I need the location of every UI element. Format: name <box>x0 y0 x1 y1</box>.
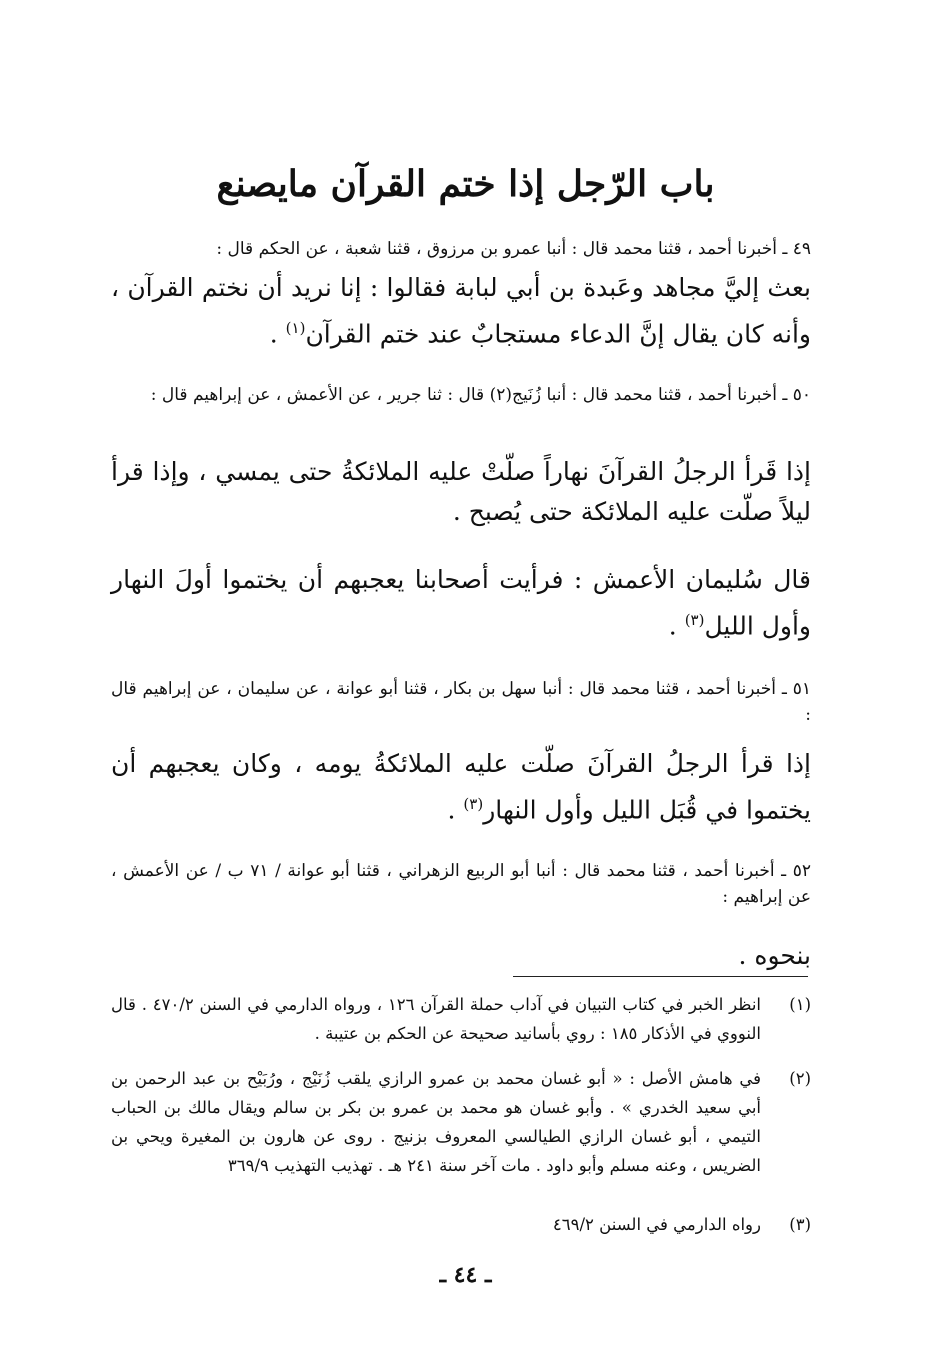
footnote-2 <box>111 1064 811 1180</box>
footnote-ref-1: (١) <box>285 319 306 337</box>
footnote-3 <box>111 1210 811 1239</box>
entry-50-text: إذا قَرأ الرجلُ القرآنَ نهاراً صلّتْ عليه الملائكةُ حتى يمسي ، وإذا قرأ ليلاً صلّت عليه الملائكة حتى يُصبح . <box>111 457 811 526</box>
footnote-1 <box>111 990 811 1048</box>
footnote-2-mark: (٢) <box>789 1069 811 1088</box>
entry-49-text <box>111 268 811 354</box>
entry-50-isnad: ٥٠ ـ أخبرنا أحمد ، قثنا محمد قال : أنبا زُنَيج(٢) قال : ثنا جرير ، عن الأعمش ، عن إبراهيم قال : <box>150 385 811 405</box>
entry-49-body: بعث إليَّ مجاهد وعَبدة بن أبي لبابة فقالوا : إنا نريد أن نختم القرآن ، وأنه كان يقال إنَّ الدعاء مستجابٌ عند ختم القرآن <box>111 273 811 349</box>
footnote-ref-3b: (٣) <box>463 795 484 813</box>
entry-51-body: إذا قرأ الرجلُ القرآنَ صلّت عليه الملائكةُ يومه ، وكان يعجبهم أن يختموا في قُبَل الليل وأول النهار <box>111 749 811 825</box>
entry-50-body2: قال سُليمان الأعمش : فرأيت أصحابنا يعجبهم أن يختموا أولَ النهار وأول الليل <box>111 565 811 641</box>
entry-49-end: . <box>269 319 286 349</box>
entry-49-isnad: ٤٩ ـ أخبرنا أحمد ، قثنا محمد قال : أنبا عمرو بن مرزوق ، قثنا شعبة ، عن الحكم قال : <box>216 239 811 259</box>
entry-50-text2 <box>111 560 811 646</box>
footnote-separator <box>513 976 808 977</box>
footnote-3-text: رواه الدارمي في السنن ٤٦٩/٢ <box>552 1215 761 1234</box>
entry-52-isnad: ٥٢ ـ أخبرنا أحمد ، قثنا محمد قال : أنبا أبو الربيع الزهراني ، قثنا أبو عوانة / ٧١ ب / عن الأعمش ، عن إبراهيم : <box>111 861 811 907</box>
entry-51-isnad: ٥١ ـ أخبرنا أحمد ، قثنا محمد قال : أنبا سهل بن بكار ، قثنا أبو عوانة ، عن سليمان ، عن إبراهيم قال : <box>111 679 811 725</box>
footnote-3-mark: (٣) <box>789 1215 811 1234</box>
footnote-1-text: انظر الخبر في كتاب التبيان في آداب حملة القرآن ١٢٦ ، ورواه الدارمي في السنن ٤٧٠/٢ . قال النووي في الأذكار ١٨٥ : روي بأسانيد صحيحة عن الحكم بن عتيبة . <box>111 995 761 1043</box>
footnote-1-mark: (١) <box>789 995 811 1014</box>
entry-50-end2: . <box>668 611 685 641</box>
footnote-ref-3a: (٣) <box>684 611 705 629</box>
chapter-title: باب الرّجل إذا ختم القرآن مايصنع <box>216 163 715 205</box>
entry-51-text <box>111 744 811 830</box>
footnote-2-text: في هامش الأصل : « أبو غسان محمد بن عمرو الرازي يلقب زُنَيْج ، ورُبَيْح بن عبد الرحمن بن أبي سعيد الخدري » . وأبو غسان هو محمد بن عمرو بن بكر بن سالم ويقال مالك بن الحباب التيمي ، أبو غسان الرازي الطيالسي المعروف بزنيج . روى عن هارون بن المغيرة ويحي بن الضريس ، وعنه مسلم وأبو داود . مات آخر سنة ٢٤١ هـ . تهذيب التهذيب ٣٦٩/٩ <box>111 1069 761 1175</box>
page-number: ـ ٤٤ ـ <box>439 1262 492 1288</box>
entry-51-end: . <box>447 795 464 825</box>
entry-52-text: بنحوه . <box>738 941 811 970</box>
